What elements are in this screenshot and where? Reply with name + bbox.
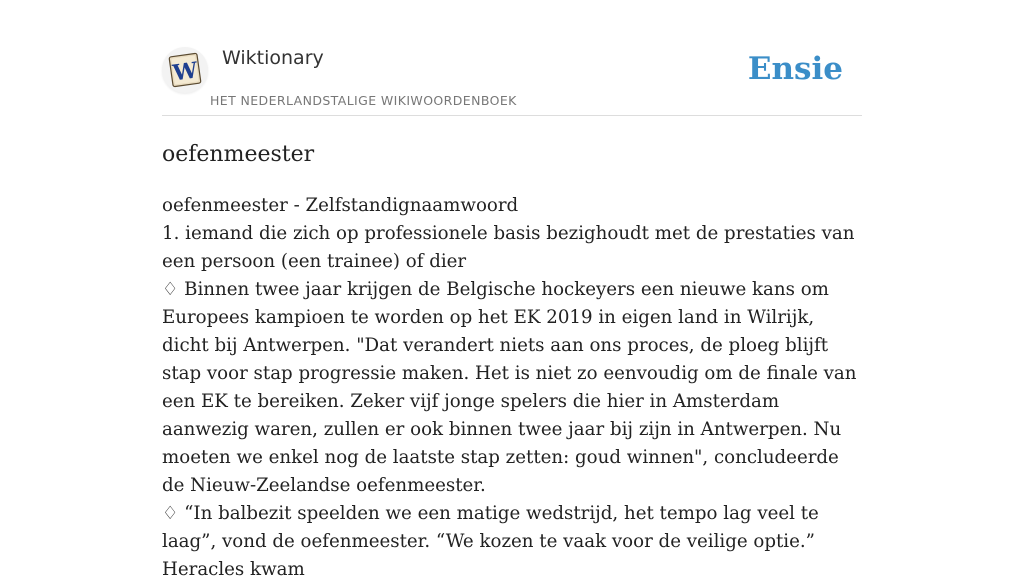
page	[162, 0, 862, 580]
example-sentence: ♢ Binnen twee jaar krijgen de Belgische hockeyers een nieuwe kans om Europees kampioen te worden op het EK 2019 in eigen land in Wilrijk, dicht bij Antwerpen. "Dat verandert niets aan ons proces, de ploeg blijft stap voor stap progressie maken. Het is niet zo eenvoudig om de finale van een EK te bereiken. Zeker vijf jonge spelers die hier in Amsterdam aanwezig waren, zullen er ook binnen twee jaar bij zijn in Antwerpen. Nu moeten we enkel nog de laatste stap zetten: goud winnen", concludeerde de Nieuw-Zeelandse oefenmeester.	[162, 279, 857, 496]
wiktionary-tile-icon	[162, 47, 208, 93]
site-name[interactable]: Wiktionary	[222, 47, 324, 69]
entry-body	[162, 192, 862, 584]
ensie-brand-link[interactable]: Ensie	[747, 51, 843, 87]
page-title: oefenmeester	[162, 142, 315, 167]
example-sentence: ♢ “In balbezit speelden we een matige wedstrijd, het tempo lag veel te laag”, vond de oefenmeester. “We kozen te vaak voor de veilige optie.” Heracles kwam	[162, 503, 819, 580]
header-divider	[162, 115, 862, 116]
definition: 1. iemand die zich op professionele basis bezighoudt met de prestaties van een persoon (een trainee) of dier	[162, 223, 855, 272]
wiktionary-logo-icon[interactable]	[162, 47, 208, 93]
site-tagline: HET NEDERLANDSTALIGE WIKIWOORDENBOEK	[210, 93, 517, 108]
logo-letter: W	[171, 57, 200, 87]
word-class-line: oefenmeester - Zelfstandignaamwoord	[162, 195, 519, 216]
